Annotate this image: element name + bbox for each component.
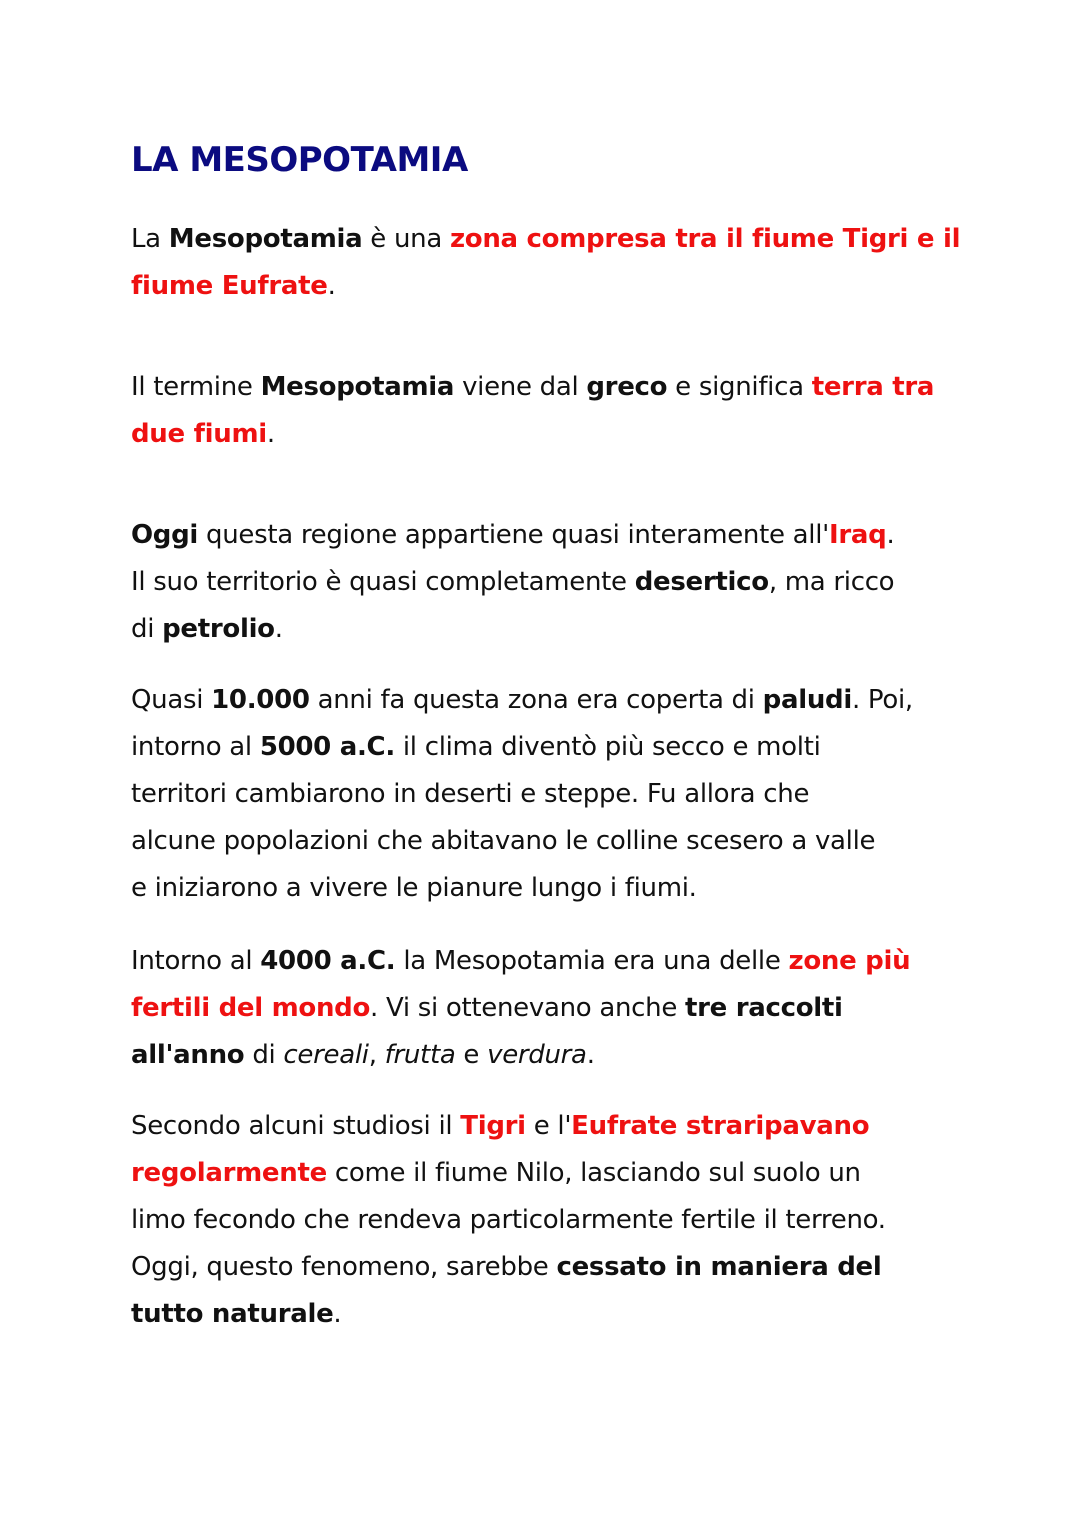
italic-text: cereali [283, 1040, 369, 1070]
text-run: . [886, 520, 895, 550]
text-run: anni fa questa zona era coperta di [309, 685, 763, 715]
text-run: . Poi, [851, 685, 913, 715]
bold-text: greco [586, 372, 668, 402]
text-run: . [586, 1040, 595, 1070]
bold-text: Mesopotamia [168, 224, 363, 254]
bold-text: 5000 a.C. [259, 732, 395, 762]
highlight-text: fiume Eufrate [131, 271, 328, 301]
text-line [131, 724, 961, 771]
italic-text: verdura [487, 1040, 587, 1070]
highlight-text: terra tra [811, 372, 935, 402]
text-run: alcune popolazioni che abitavano le colline scesero a valle [131, 826, 876, 856]
text-run: . [274, 614, 283, 644]
bold-text: tutto naturale [131, 1299, 334, 1329]
highlight-text: Eufrate straripavano [571, 1111, 870, 1141]
paragraph-etymology [131, 364, 961, 458]
paragraph-floods [131, 1103, 961, 1338]
text-run: il clima diventò più secco e molti [394, 732, 821, 762]
text-line [131, 411, 961, 458]
highlight-text: regolarmente [131, 1158, 327, 1188]
text-run: Quasi [131, 685, 212, 715]
bold-text: petrolio [162, 614, 275, 644]
text-run: , ma ricco [768, 567, 895, 597]
bold-text: desertico [634, 567, 769, 597]
highlight-text: due fiumi [131, 419, 267, 449]
bold-text: Oggi [131, 520, 199, 550]
text-run: e significa [667, 372, 812, 402]
text-line [131, 818, 961, 865]
text-run: e l' [525, 1111, 572, 1141]
text-line [131, 364, 961, 411]
paragraph-today [131, 512, 961, 653]
text-line [131, 985, 961, 1032]
italic-text: frutta [384, 1040, 456, 1070]
text-run: Il termine [131, 372, 261, 402]
text-run: Intorno al [131, 946, 261, 976]
text-run: . [266, 419, 275, 449]
text-line [131, 1291, 961, 1338]
bold-text: Mesopotamia [260, 372, 455, 402]
highlight-text: zone più [788, 946, 911, 976]
text-line [131, 1103, 961, 1150]
text-line [131, 1197, 961, 1244]
text-run: e [455, 1040, 488, 1070]
text-run: , [368, 1040, 385, 1070]
page-title: LA MESOPOTAMIA [131, 140, 468, 180]
text-line [131, 512, 961, 559]
text-run: è una [362, 224, 450, 254]
text-run: territori cambiarono in deserti e steppe. Fu allora che [131, 779, 810, 809]
text-line [131, 216, 961, 263]
bold-text: 4000 a.C. [260, 946, 396, 976]
highlight-text: Iraq [828, 520, 887, 550]
text-line [131, 865, 961, 912]
text-run: Il suo territorio è quasi completamente [131, 567, 635, 597]
text-run: . [333, 1299, 342, 1329]
text-run: di [244, 1040, 284, 1070]
text-run: Oggi, questo fenomeno, sarebbe [131, 1252, 557, 1282]
highlight-text: Tigri [460, 1111, 526, 1141]
bold-text: cessato in maniera del [556, 1252, 882, 1282]
text-run: Secondo alcuni studiosi il [131, 1111, 461, 1141]
text-run: limo fecondo che rendeva particolarmente fertile il terreno. [131, 1205, 886, 1235]
text-run: intorno al [131, 732, 260, 762]
text-run: come il fiume Nilo, lasciando sul suolo un [326, 1158, 861, 1188]
text-run: la Mesopotamia era una delle [395, 946, 789, 976]
bold-text: tre raccolti [684, 993, 843, 1023]
paragraph-fertility [131, 938, 961, 1079]
text-line [131, 263, 961, 310]
bold-text: all'anno [131, 1040, 245, 1070]
highlight-text: fertili del mondo [131, 993, 371, 1023]
text-line [131, 606, 961, 653]
text-run: . Vi si ottenevano anche [370, 993, 685, 1023]
text-run: e iniziarono a vivere le pianure lungo i fiumi. [131, 873, 697, 903]
text-line [131, 938, 961, 985]
text-line [131, 1150, 961, 1197]
text-run: La [131, 224, 169, 254]
text-line [131, 559, 961, 606]
text-line [131, 1244, 961, 1291]
paragraph-climate [131, 677, 961, 912]
highlight-text: zona compresa tra il fiume Tigri e il [449, 224, 961, 254]
text-line [131, 1032, 961, 1079]
text-line [131, 771, 961, 818]
bold-text: paludi [762, 685, 852, 715]
paragraph-definition [131, 216, 961, 310]
text-run: viene dal [454, 372, 587, 402]
text-run: di [131, 614, 163, 644]
text-run: questa regione appartiene quasi interamente all' [198, 520, 829, 550]
text-run: . [327, 271, 336, 301]
text-line [131, 677, 961, 724]
bold-text: 10.000 [211, 685, 310, 715]
